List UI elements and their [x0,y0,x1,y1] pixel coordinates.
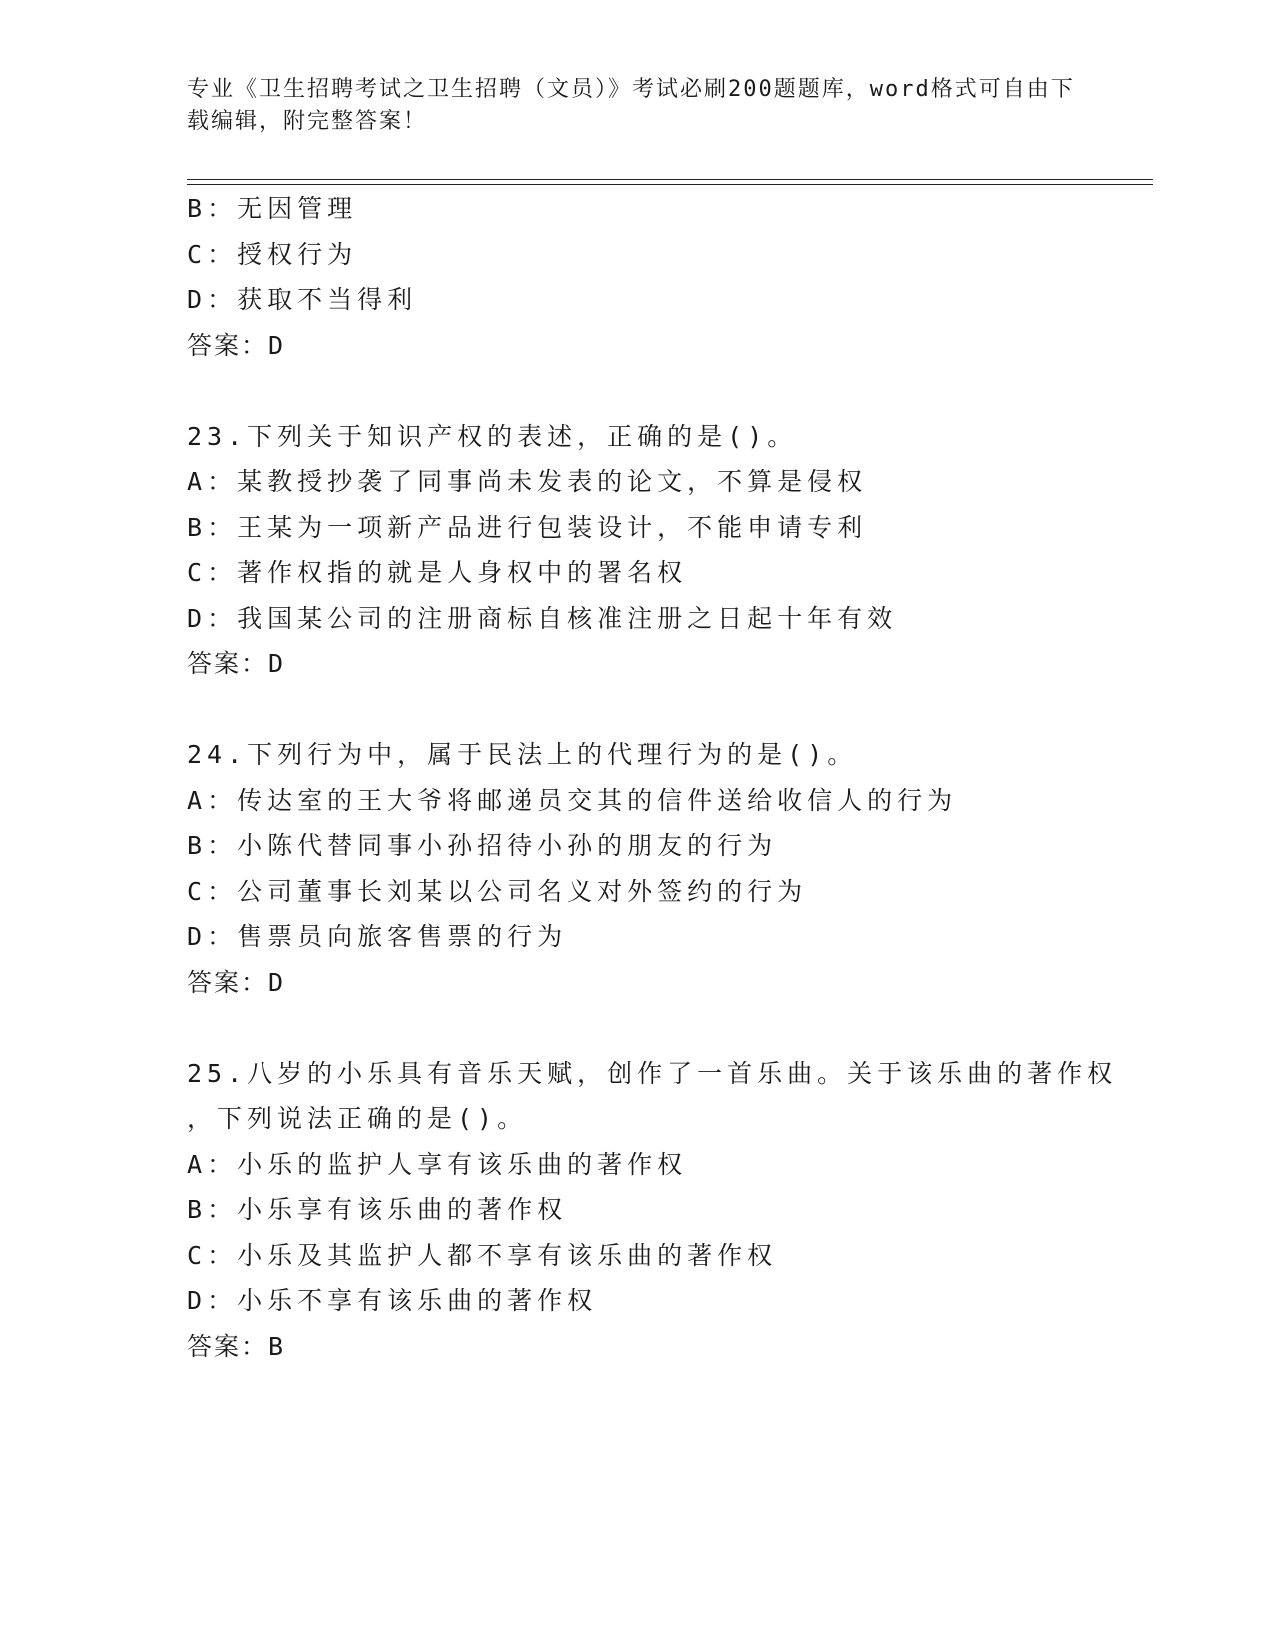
answer-line: 答案：B [187,1331,286,1361]
option-d: D：售票员向旅客售票的行为 [187,922,568,951]
option-a: A：传达室的王大爷将邮递员交其的信件送给收信人的行为 [187,785,958,815]
question-stem: 24.下列行为中，属于民法上的代理行为的是()。 [187,740,858,769]
question-stem: 23.下列关于知识产权的表述，正确的是()。 [187,421,798,451]
option-d: D：我国某公司的注册商标自核准注册之日起十年有效 [187,603,898,633]
header-title: 专业《卫生招聘考试之卫生招聘（文员）》考试必刷200题题库，word格式可自由下载编辑，附完整答案！ [187,77,1075,134]
option-a: A：小乐的监护人享有该乐曲的著作权 [187,1149,688,1179]
header-divider-bottom [187,184,1153,185]
header-divider-top [187,179,1153,180]
question-23 [187,414,1147,687]
option-b: B：小乐享有该乐曲的著作权 [187,1195,568,1224]
option-a: A：某教授抄袭了同事尚未发表的论文，不算是侵权 [187,467,868,496]
question-stem-line-1: 25.八岁的小乐具有音乐天赋，创作了一首乐曲。关于该乐曲的著作权 [187,1058,1118,1088]
option-c: C：公司董事长刘某以公司名义对外签约的行为 [187,876,808,906]
question-stem-line-2: ，下列说法正确的是()。 [187,1104,528,1133]
option-b: B：小陈代替同事小孙招待小孙的朋友的行为 [187,831,778,860]
option-b: B：无因管理 [187,194,358,223]
question-24 [187,732,1147,1005]
option-c: C：著作权指的就是人身权中的署名权 [187,558,688,587]
answer-line: 答案：D [187,330,286,360]
answer-line: 答案：D [187,967,286,997]
answer-line: 答案：D [187,649,286,678]
page-header [187,74,1087,138]
question-25 [187,1051,1147,1370]
option-d: D：获取不当得利 [187,285,418,314]
question-content [187,186,1147,1369]
question-continuation [187,186,1147,368]
option-d: D：小乐不享有该乐曲的著作权 [187,1286,598,1315]
option-c: C：小乐及其监护人都不享有该乐曲的著作权 [187,1240,778,1270]
option-c: C：授权行为 [187,239,358,269]
option-b: B：王某为一项新产品进行包装设计，不能申请专利 [187,512,868,542]
